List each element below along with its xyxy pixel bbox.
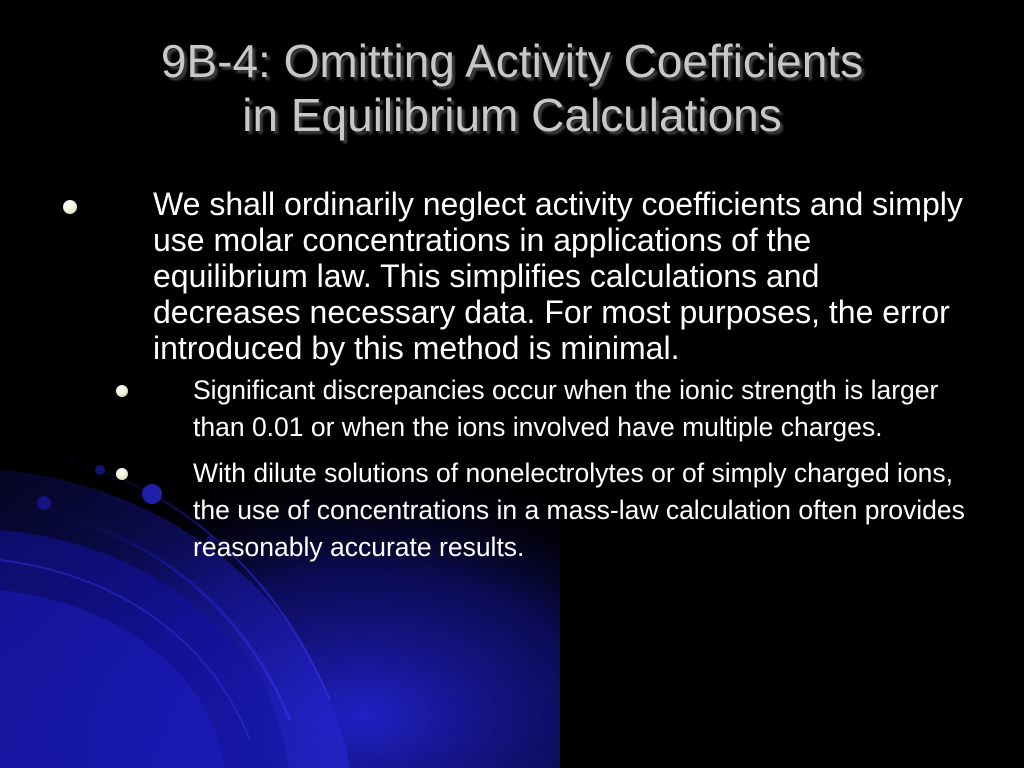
- round-bullet-icon: [116, 385, 128, 397]
- sub-bullet-text: With dilute solutions of nonelectrolytes or of simply charged ions, the use of concentrations in a mass-law calculation often provides reasonably accurate results.: [193, 458, 965, 562]
- title-line-1: 9B-4: Omitting Activity Coefficients: [160, 35, 864, 87]
- bullet-text: We shall ordinarily neglect activity coefficients and simply use molar concentrations in applications of the equilibrium law. This simplifies calculations and decreases necessary data. For most purposes, the error introduced by this method is minimal.: [153, 186, 963, 366]
- round-bullet-icon: [63, 200, 77, 214]
- bullet-list: [0, 186, 1024, 575]
- round-bullet-icon: [116, 468, 128, 480]
- bullet-item-level1: [0, 186, 1024, 366]
- sub-bullet-text: Significant discrepancies occur when the ionic strength is larger than 0.01 or when the ions involved have multiple charges.: [193, 375, 939, 442]
- bullet-item-level2: [0, 372, 1024, 446]
- bullet-item-level2: [0, 455, 1024, 566]
- title-line-2: in Equilibrium Calculations: [242, 89, 782, 141]
- slide-title: [40, 34, 984, 142]
